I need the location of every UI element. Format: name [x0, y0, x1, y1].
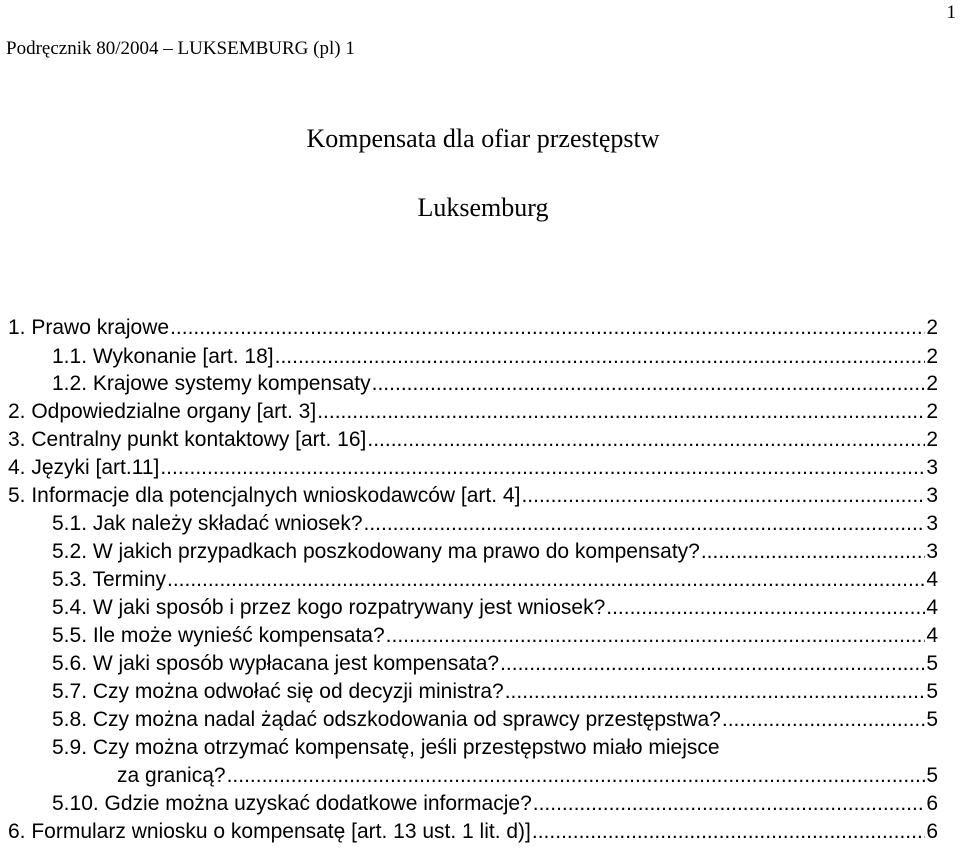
- page-number: 1: [946, 2, 956, 23]
- toc-entry-1-2[interactable]: [52, 370, 938, 397]
- toc-entry-6[interactable]: [8, 818, 938, 845]
- document-title: [0, 124, 960, 154]
- toc-leader-dots: [317, 398, 925, 425]
- toc-page-number: 6: [926, 820, 938, 843]
- toc-entry-5[interactable]: [8, 482, 938, 509]
- toc-entry-title: 2. Odpowiedzialne organy [art. 3]: [8, 400, 317, 423]
- toc-entry-title: 5.7. Czy można odwołać się od decyzji ministra?: [52, 680, 504, 703]
- toc-entry-title: 5.5. Ile może wynieść kompensata?: [52, 624, 385, 647]
- toc-page-number: 2: [926, 372, 938, 395]
- toc-entry-title: 5.9. Czy można otrzymać kompensatę, jeśli przestępstwo miało miejsce: [52, 736, 720, 759]
- toc-page-number: 2: [926, 428, 938, 451]
- toc-entry-5-3[interactable]: [52, 566, 938, 593]
- toc-entry-title: 1.2. Krajowe systemy kompensaty: [52, 372, 371, 395]
- toc-leader-dots: [532, 818, 925, 845]
- toc-entry-title: 5.3. Terminy: [52, 568, 166, 591]
- toc-entry-5-1[interactable]: [52, 510, 938, 537]
- document-title-text: Kompensata dla ofiar przestępstw: [306, 124, 660, 153]
- toc-entry-5-8[interactable]: [52, 706, 938, 733]
- toc-leader-dots: [533, 790, 926, 817]
- toc-leader-dots: [701, 538, 925, 565]
- document-subtitle: [0, 193, 960, 223]
- toc-page-number: 5: [926, 652, 938, 675]
- toc-leader-dots: [722, 706, 925, 733]
- toc-leader-dots: [386, 622, 926, 649]
- toc-leader-dots: [521, 482, 925, 509]
- document-header: Podręcznik 80/2004 – LUKSEMBURG (pl) 1: [6, 38, 355, 59]
- toc-entry-5-9-continued[interactable]: [117, 762, 938, 789]
- toc-leader-dots: [500, 650, 925, 677]
- toc-leader-dots: [372, 370, 926, 397]
- toc-leader-dots: [167, 566, 925, 593]
- toc-page-number: 3: [926, 540, 938, 563]
- toc-entry-title: 6. Formularz wniosku o kompensatę [art. 13 ust. 1 lit. d)]: [8, 820, 531, 843]
- toc-page-number: 4: [926, 624, 938, 647]
- toc-entry-title: 5. Informacje dla potencjalnych wnioskodawców [art. 4]: [8, 484, 521, 507]
- toc-entry-title: 5.4. W jaki sposób i przez kogo rozpatrywany jest wniosek?: [52, 596, 606, 619]
- toc-entry-5-4[interactable]: [52, 594, 938, 621]
- toc-page-number: 2: [926, 400, 938, 423]
- toc-entry-title: 5.6. W jaki sposób wypłacana jest kompensata?: [52, 652, 500, 675]
- toc-page-number: 6: [926, 792, 938, 815]
- toc-page-number: 3: [926, 456, 938, 479]
- toc-leader-dots: [160, 454, 925, 481]
- toc-leader-dots: [170, 314, 925, 341]
- toc-entry-title: za granicą?: [117, 764, 226, 787]
- toc-page-number: 5: [926, 708, 938, 731]
- toc-entry-title: 5.10. Gdzie można uzyskać dodatkowe informacje?: [52, 792, 532, 815]
- toc-entry-1[interactable]: [8, 314, 938, 341]
- document-subtitle-text: Luksemburg: [417, 193, 549, 222]
- toc-entry-3[interactable]: [8, 426, 938, 453]
- toc-entry-title: 4. Języki [art.11]: [8, 456, 160, 479]
- toc-leader-dots: [227, 762, 926, 789]
- toc-entry-title: 5.1. Jak należy składać wniosek?: [52, 512, 363, 535]
- toc-leader-dots: [364, 510, 926, 537]
- toc-entry-title: 3. Centralny punkt kontaktowy [art. 16]: [8, 428, 367, 451]
- toc-entry-1-1[interactable]: [52, 343, 938, 370]
- toc-page-number: 5: [926, 680, 938, 703]
- toc-leader-dots: [367, 426, 925, 453]
- toc-page-number: 3: [926, 512, 938, 535]
- toc-entry-title: 5.2. W jakich przypadkach poszkodowany ma prawo do kompensaty?: [52, 540, 700, 563]
- toc-page-number: 2: [926, 316, 938, 339]
- toc-entry-5-2[interactable]: [52, 538, 938, 565]
- toc-leader-dots: [505, 678, 926, 705]
- toc-page-number: 4: [926, 596, 938, 619]
- toc-entry-5-10[interactable]: [52, 790, 938, 817]
- toc-entry-title: 5.8. Czy można nadal żądać odszkodowania od sprawcy przestępstwa?: [52, 708, 721, 731]
- toc-entry-5-5[interactable]: [52, 622, 938, 649]
- toc-entry-5-9[interactable]: [52, 734, 938, 761]
- toc-entry-5-7[interactable]: [52, 678, 938, 705]
- toc-entry-title: 1.1. Wykonanie [art. 18]: [52, 345, 274, 368]
- toc-entry-title: 1. Prawo krajowe: [8, 316, 170, 339]
- toc-page-number: 2: [926, 345, 938, 368]
- toc-leader-dots: [606, 594, 925, 621]
- toc-entry-4[interactable]: [8, 454, 938, 481]
- toc-page-number: 4: [926, 568, 938, 591]
- toc-page-number: 3: [926, 484, 938, 507]
- toc-entry-5-6[interactable]: [52, 650, 938, 677]
- toc-entry-2[interactable]: [8, 398, 938, 425]
- toc-leader-dots: [275, 343, 926, 370]
- toc-page-number: 5: [926, 764, 938, 787]
